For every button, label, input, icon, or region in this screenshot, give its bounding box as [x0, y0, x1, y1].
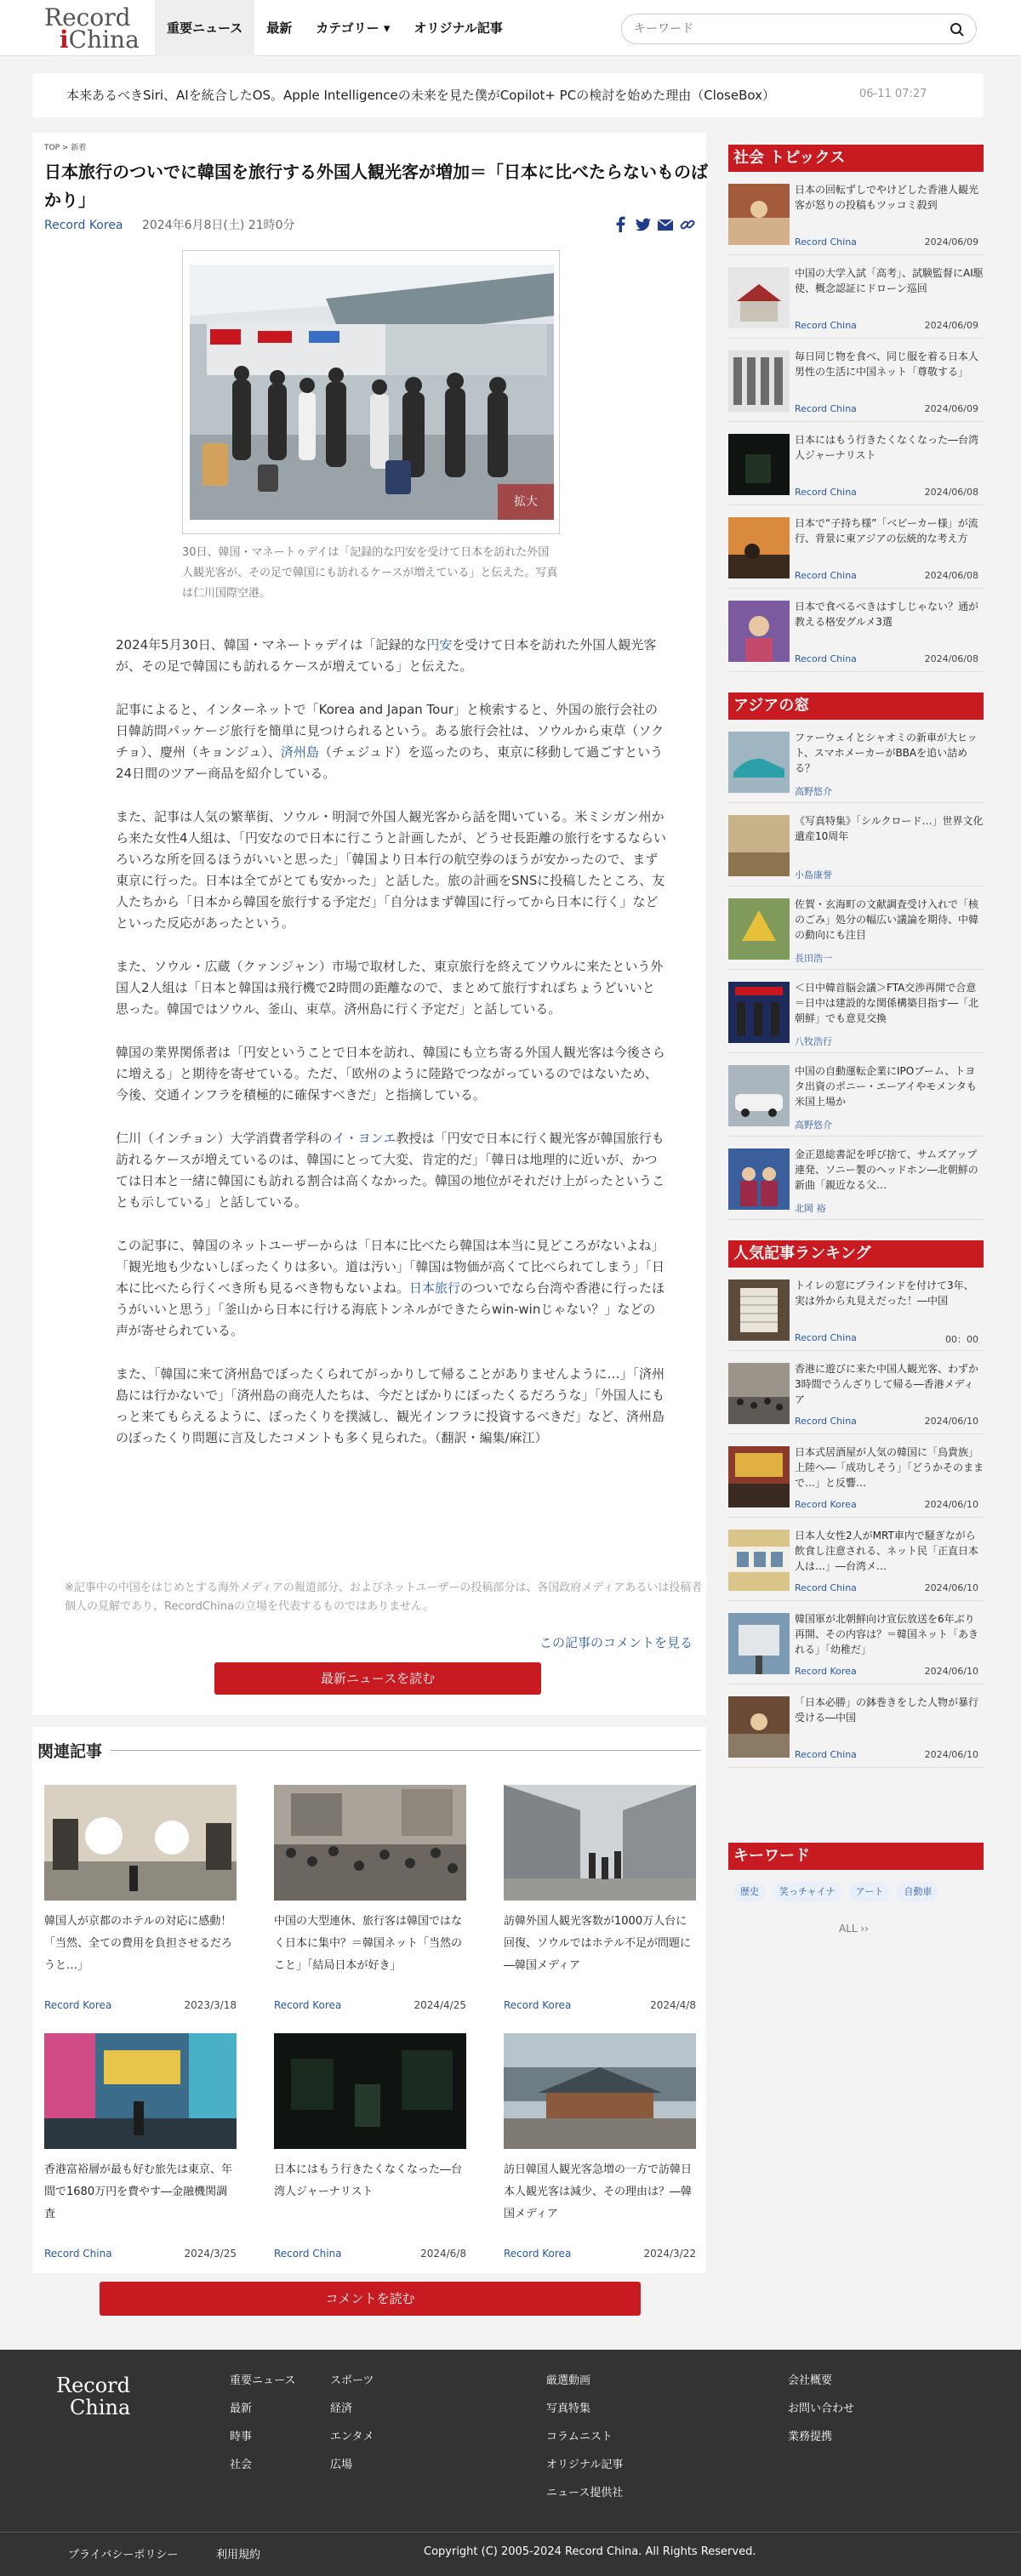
related-heading: 関連記事 [37, 1739, 111, 1762]
sidebar-article[interactable]: 佐賀・玄海町の文献調査受け入れで「核のごみ」処分の幅広い議論を期待、中韓の動向にも注目 長田浩一 [728, 893, 984, 970]
footer-link[interactable]: お問い合わせ [788, 2402, 855, 2415]
mail-icon[interactable] [657, 216, 674, 233]
all-keywords-link[interactable]: ALL ›› [839, 1923, 869, 1935]
related-articles [32, 1727, 706, 2273]
footer-link[interactable]: エンタメ [330, 2431, 374, 2443]
nav-latest[interactable]: 最新 [266, 20, 293, 36]
footer-link[interactable]: 広場 [330, 2459, 353, 2471]
news-ticker [32, 73, 984, 117]
footer-link[interactable]: 写真特集 [546, 2402, 591, 2415]
footer-link[interactable]: 業務提携 [788, 2431, 833, 2443]
footer-link[interactable]: 社会 [230, 2459, 253, 2471]
footer-link[interactable]: コラムニスト [546, 2431, 613, 2443]
thumbnail [728, 601, 790, 662]
privacy-policy-link[interactable]: プライバシーポリシー [68, 2549, 179, 2562]
footer-link[interactable]: 最新 [230, 2402, 253, 2415]
footer-link[interactable]: 厳選動画 [546, 2374, 591, 2387]
related-card[interactable]: 韓国人が京都のホテルの対応に感動！「当然、全ての費用を負担させるだろうと…」 Record Korea 2023/3/18 [44, 1785, 237, 2025]
ticker-time: 06-11 07:27 [859, 88, 927, 100]
ranking-article[interactable]: トイレの窓にブラインドを付けて3年、実は外から丸見えだった！―中国 Record China 00：00 [728, 1274, 984, 1351]
sidebar-article[interactable]: 毎日同じ物を食べ、同じ服を着る日本人男性の生活に中国ネット「尊敬する」 Record China 2024/06/09 [728, 345, 984, 422]
thumbnail [728, 184, 790, 245]
thumbnail [728, 1530, 790, 1591]
paragraph: 仁川（インチョン）大学消費者学科のイ・ヨンエ教授は「円安で日本に行く観光客が韓国旅行も訪れるケースが増えているのは、韓国にとって大変、肯定的だ」「韓日は地理的に近いが、かつては日本と一緒に韓国にも訪れる割合は高くなかった。韓国の地位がそれだけ上がったということも示している」と話している。 [116, 1131, 665, 1210]
footer-link[interactable]: 会社概要 [788, 2374, 833, 2387]
thumbnail [274, 2033, 466, 2149]
thumbnail [728, 517, 790, 578]
ranking-article[interactable]: 「日本必勝」の鉢巻きをした人物が暴行受ける―中国 Record China 2024/06/10 [728, 1691, 984, 1768]
sidebar-article[interactable]: 中国の自動運転企業にIPOブーム、トヨタ出資のポニー・エーアイやモメンタも米国上場か 高野悠介 [728, 1060, 984, 1137]
paragraph: また、「韓国に来て済州島でぼったくられてがっかりして帰ることがありませんように…」「済州島には行かないで」「済州島の商売人たちは、今だとばかりにぼったくるだろうな」「外国人にもっと来てもらえるように、ぼったくりを撲滅し、観光インフラに投資するべきだ」など、済州島のぼったくり問題に言及したコメントも多く見られた。（翻訳・編集/麻江） [116, 1366, 665, 1445]
site-logo[interactable]: Record iChina [44, 3, 140, 54]
divider [37, 1750, 701, 1751]
zoom-button[interactable]: 拡大 [498, 484, 554, 520]
nav-category[interactable]: カテゴリー ▾ [316, 20, 391, 36]
search-box [621, 14, 977, 44]
view-comments-link[interactable]: この記事のコメントを見る [539, 1635, 693, 1650]
thumbnail [728, 1279, 790, 1341]
thumbnail [728, 815, 790, 876]
site-header [0, 0, 1021, 56]
keyword-tag[interactable]: アート [849, 1882, 891, 1902]
thumbnail [44, 1785, 237, 1901]
read-latest-button[interactable]: 最新ニュースを読む [214, 1662, 541, 1695]
ranking-heading: 人気記事ランキング [728, 1240, 984, 1268]
thumbnail [504, 2033, 696, 2149]
byline [44, 216, 295, 233]
footer-link[interactable]: オリジナル記事 [546, 2459, 624, 2471]
related-card[interactable]: 香港富裕層が最も好む旅先は東京、年間で1680万円を費やす―金融機関調査 Record China 2024/3/25 [44, 2033, 237, 2273]
keyword-tag[interactable]: 笑っチャイナ [773, 1882, 842, 1902]
article-figure [182, 250, 560, 534]
sidebar-article[interactable]: ＜日中韓首脳会議＞FTA交渉再開で合意＝日中は建設的な関係構築目指す―「北朝鮮」でも意見交換 八牧浩行 [728, 977, 984, 1053]
footer-link[interactable]: スポーツ [330, 2374, 374, 2387]
footer-link[interactable]: 重要ニュース [230, 2374, 296, 2387]
paragraph: この記事に、韓国のネットユーザーからは「日本に比べたら韓国は本当に見どころがないよね」「観光地も少ないしぼったくりは多い。道は汚い」「韓国は物価が高くて比べられてしまう」「日本に比べたら行くべき所も見るべき物もないよね。日本旅行のついでなら台湾や香港に行ったほうがいいと思う」「釜山から日本に行ける海底トンネルができたらwin-winじゃない？」などの声が寄せられている。 [116, 1238, 665, 1338]
sidebar-article[interactable]: 日本で“子持ち様”「ベビーカー様」が流行、背景に東アジアの伝統的な考え方 Record China 2024/06/08 [728, 512, 984, 589]
article-body [116, 635, 667, 1471]
keyword-link[interactable]: 円安 [426, 637, 453, 653]
thumbnail [728, 1363, 790, 1424]
thumbnail [728, 1696, 790, 1758]
thumbnail [728, 982, 790, 1043]
footer-link[interactable]: ニュース提供社 [546, 2487, 624, 2499]
asia-window-heading: アジアの窓 [728, 692, 984, 720]
ranking-article[interactable]: 日本式居酒屋が人気の韓国に「烏貴族」上陸へ―「成功しそう」「どうかそのままで…」と反響… Record Korea 2024/06/10 [728, 1441, 984, 1518]
paragraph: 2024年5月30日、韓国・マネートゥデイは「記録的な円安を受けて日本を訪れた外国人観光客が、その足で韓国にも訪れるケースが増えている」と伝えた。 [116, 637, 657, 674]
thumbnail [728, 732, 790, 793]
ticker-headline[interactable]: 本来あるべきSiri、AIを統合したOS。Apple Intelligenceの未来を見た僕がCopilot+ PCの検討を始めた理由（CloseBox） [66, 88, 775, 103]
photo-caption: 30日、韓国・マネートゥデイは「記録的な円安を受けて日本を訪れた外国人観光客が、その足で韓国にも訪れるケースが増えている」と伝えた。写真は仁川国際空港。 [182, 546, 558, 600]
sidebar-article[interactable]: 中国の大学入試「高考」、試験監督にAI駆使、概念認証にドローン巡回 Record China 2024/06/09 [728, 262, 984, 339]
ranking-article[interactable]: 香港に遊びに来た中国人観光客、わずか3時間でうんざりして帰る―香港メディア Record China 2024/06/10 [728, 1358, 984, 1434]
footer-logo[interactable]: Record China [56, 2374, 131, 2419]
keyword-heading: キーワード [728, 1843, 984, 1870]
related-card[interactable]: 中国の大型連休、旅行客は韓国ではなく日本に集中？＝韓国ネット「当然のこと」「結局日本が好き」 Record Korea 2024/4/25 [274, 1785, 466, 2025]
sidebar-article[interactable]: 《写真特集》「シルクロード…」世界文化遺産10周年 小島康誉 [728, 810, 984, 886]
footer-column [546, 2367, 623, 2507]
paragraph: 韓国の業界関係者は「円安ということで日本を訪れ、韓国にも立ち寄る外国人観光客は今後さらに増える」と期待を寄せている。ただ、「欧州のように陸路でつながっているのではないため、今後、交通インフラを積極的に確保すべきだ」と指摘している。 [116, 1045, 665, 1103]
related-card[interactable]: 訪日韓国人観光客急増の一方で訪韓日本人観光客は減少、その理由は？―韓国メディア Record Korea 2024/3/22 [504, 2033, 696, 2273]
sidebar-article[interactable]: 金正恩総書記を呼び捨て、サムズアップ連発、ソニー製のヘッドホン―北朝鮮の新曲「親近なる父… 北岡 裕 [728, 1143, 984, 1220]
search-input[interactable] [634, 20, 923, 38]
ranking-article[interactable]: 日本人女性2人がMRT車内で騒ぎながら飲食し注意される、ネット民「正直日本人は…」―台湾メ… Record China 2024/06/10 [728, 1525, 984, 1601]
thumbnail [728, 898, 790, 960]
article-panel [32, 133, 706, 1715]
thumbnail [728, 434, 790, 495]
thumbnail [504, 1785, 696, 1901]
thumbnail [728, 350, 790, 412]
terms-link[interactable]: 利用規約 [216, 2549, 261, 2562]
link-icon[interactable] [679, 216, 696, 233]
facebook-icon[interactable] [613, 216, 630, 233]
keyword-tag[interactable]: 自動車 [897, 1882, 938, 1902]
footer-column [330, 2367, 374, 2479]
keyword-link[interactable]: 済州島 [280, 744, 319, 760]
sidebar-article[interactable]: 日本の回転ずしでやけどした香港人観光客が怒りの投稿もツッコミ殺到 Record China 2024/06/09 [728, 179, 984, 255]
keyword-link[interactable]: イ・ヨンエ [332, 1131, 396, 1146]
social-topics-heading: 社会 トピックス [728, 145, 984, 172]
paragraph: 記事によると、インターネットで「Korea and Japan Tour」と検索すると、外国の旅行会社の日韓訪問パッケージ旅行を簡単に見つけられるという。ある旅行会社は、ソウルから束草（ソクチョ）、慶州（キョンジュ）、済州島（チェジュド）を巡ったのち、東京に移動して過ごすという24日間のツアー商品を紹介している。 [116, 702, 665, 781]
related-card[interactable]: 訪韓外国人観光客数が1000万人台に回復、ソウルではホテル不足が問題に―韓国メディア Record Korea 2024/4/8 [504, 1785, 696, 2025]
keyword-tag[interactable]: 歴史 [733, 1882, 766, 1902]
article-source[interactable]: Record Korea [44, 219, 123, 232]
search-icon[interactable] [949, 21, 966, 38]
divider [0, 2532, 1021, 2533]
share-buttons [613, 216, 696, 233]
read-comments-button[interactable]: コメントを読む [100, 2282, 641, 2316]
copyright: Copyright (C) 2005-2024 Record China. All Rights Reserved. [424, 2545, 756, 2558]
nav-important-news[interactable]: 重要ニュース [155, 0, 254, 56]
article-date: 2024年6月8日(土) 21時0分 [141, 219, 295, 232]
sidebar-article[interactable]: ファーウェイとシャオミの新車が大ヒット、スマホメーカーがBBAを追い詰める？ 高野悠介 [728, 727, 984, 803]
thumbnail [274, 1785, 466, 1901]
sidebar-article[interactable]: 日本にはもう行きたくなくなった―台湾人ジャーナリスト Record China 2024/06/08 [728, 429, 984, 505]
thumbnail [728, 267, 790, 328]
twitter-icon[interactable] [635, 216, 652, 233]
paragraph: また、ソウル・広蔵（クァンジャン）市場で取材した、東京旅行を終えてソウルに来たという外国人2人組は「日本と韓国は飛行機で2時間の距離なので、まとめて旅行すればちょうどいいと思った。韓国ではソウル、釜山、束草。済州島に行く予定だ」と話している。 [116, 959, 664, 1017]
keyword-tags [733, 1882, 938, 1902]
footer-link[interactable]: 経済 [330, 2402, 353, 2415]
disclaimer: ※記事中の中国をはじめとする海外メディアの報道部分、およびネットユーザーの投稿部分は、各国政府メディアあるいは投稿者個人の見解であり、RecordChinaの立場を代表するものではありません。 [65, 1582, 703, 1613]
site-footer [0, 2350, 1021, 2576]
sidebar-article[interactable]: 日本で食べるべきはすしじゃない？通が教える格安グルメ3選 Record China 2024/06/08 [728, 596, 984, 672]
thumbnail [728, 1065, 790, 1126]
thumbnail [728, 1148, 790, 1210]
article-title: 日本旅行のついでに韓国を旅行する外国人観光客が増加＝「日本に比べたらないものばかり」 [44, 162, 708, 210]
related-card[interactable]: 日本にはもう行きたくなくなった―台湾人ジャーナリスト Record China 2024/6/8 [274, 2033, 466, 2273]
footer-link[interactable]: 時事 [230, 2431, 253, 2443]
paragraph: また、記事は人気の繁華街、ソウル・明洞で外国人観光客から話を聞いている。米ミシガン州から来た女性4人組は、「円安なので日本に行こうと計画したが、どうせ長距離の旅行をするならいろいろな所を回るほうがいいと思った」「韓国より日本行の航空券のほうが安かったので、まず東京に行った。日本は全てがとても安かった」と話した。旅の計画をSNSに投稿したところ、友人たちから「日本から韓国を旅行する予定だ」「自分はまず韓国に行ってから日本に行く」などといった反応があったという。 [116, 809, 667, 931]
thumbnail [728, 1613, 790, 1674]
footer-column [230, 2367, 295, 2479]
nav-original[interactable]: オリジナル記事 [414, 20, 503, 36]
main-nav [155, 0, 515, 56]
thumbnail [728, 1446, 790, 1507]
ranking-article[interactable]: 韓国軍が北朝鮮向け宣伝放送を6年ぶり再開、その内容は？＝韓国ネット「あきれる」「幼稚だ」 Record Korea 2024/06/10 [728, 1608, 984, 1684]
breadcrumb[interactable]: TOP > 新着 [44, 144, 87, 152]
footer-column [788, 2367, 854, 2451]
keyword-link[interactable]: 日本旅行 [409, 1280, 461, 1296]
article-photo[interactable] [190, 265, 554, 520]
thumbnail [44, 2033, 237, 2149]
